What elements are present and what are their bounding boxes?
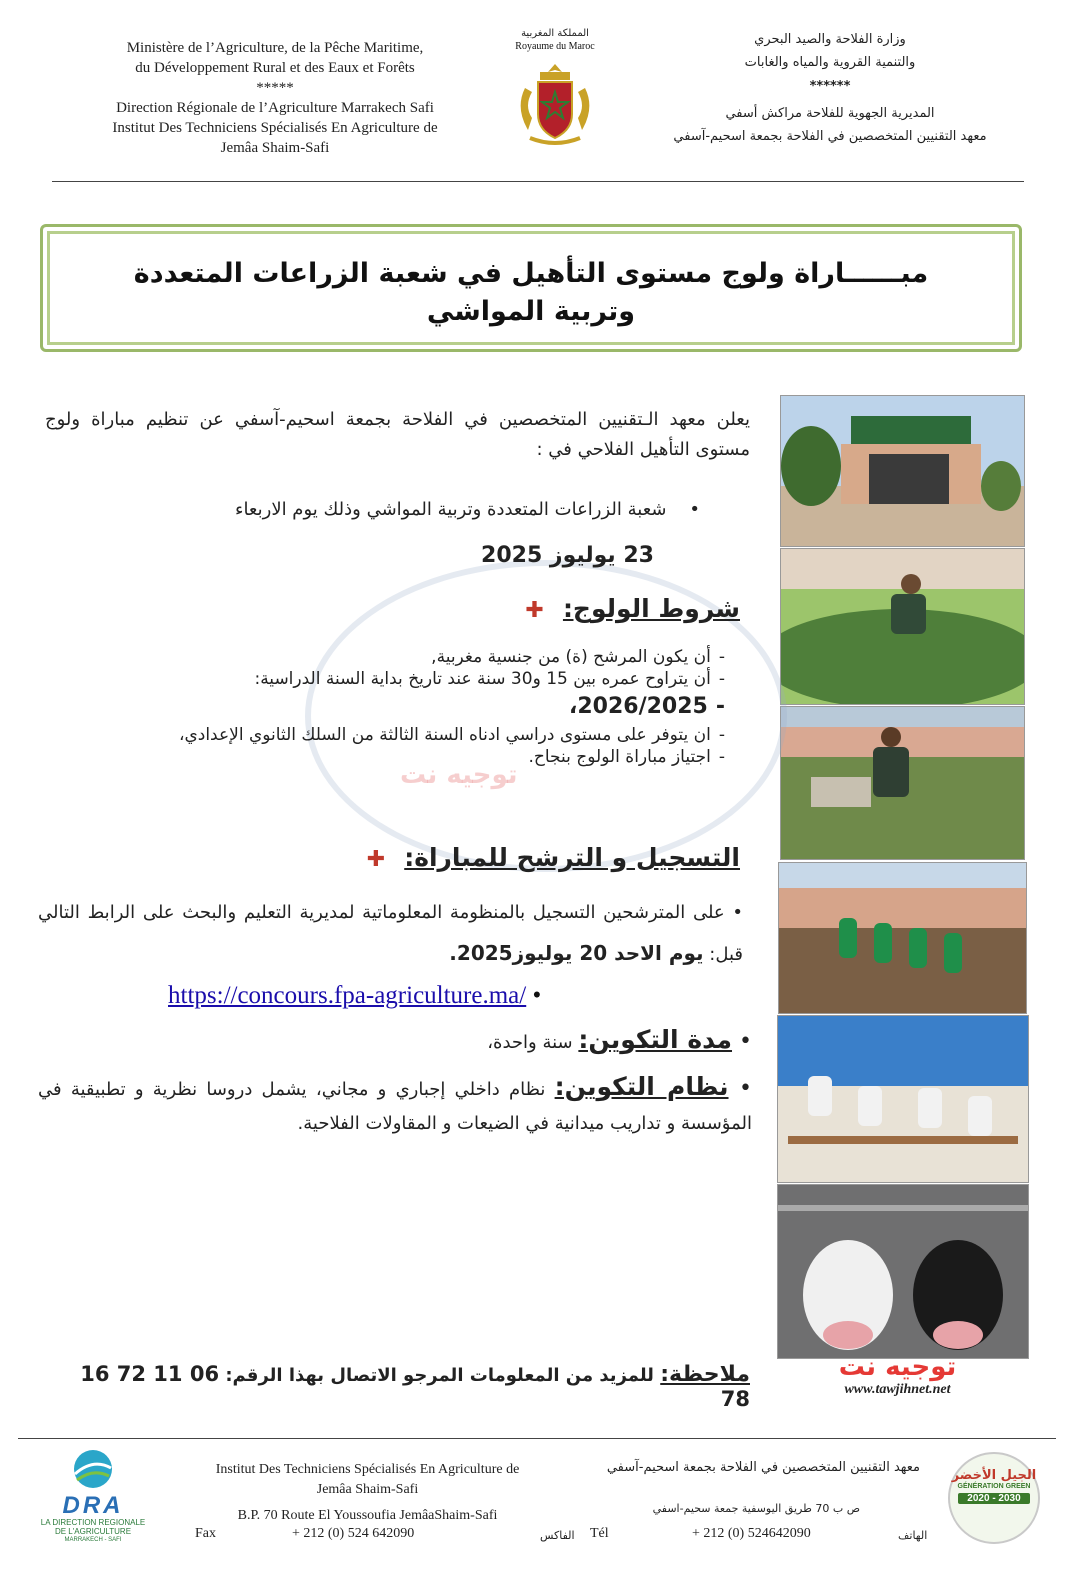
title-line2: وتربية المواشي: [426, 296, 636, 327]
footer-ar-line1: معهد التقنيين المتخصصين في الفلاحة بجمعة اسحيم-آسفي: [606, 1460, 920, 1475]
footer-fr-line3: B.P. 70 Route El Youssoufia JemâaShaim-Safi: [237, 1508, 498, 1523]
footer-ar-line2: ص ب 70 طريق اليوسفية جمعة سحيم-اسفي: [652, 1502, 860, 1515]
bullet-icon: •: [666, 499, 700, 520]
conditions-heading-row: [380, 594, 740, 623]
condition-item: -اجتياز مباراة الولوج بنجاح.: [528, 747, 725, 767]
bullet-icon: •: [724, 902, 743, 923]
header-fr-line1: Ministère de l’Agriculture, de la Pêche Maritime,: [126, 40, 424, 56]
footer-divider: [18, 1438, 1056, 1439]
note-row: [75, 1362, 750, 1411]
registration-heading: التسجيل و الترشح للمباراة:: [404, 843, 740, 872]
header-ar-stars: ******: [809, 79, 851, 94]
kingdom-ar: المملكة المغربية: [521, 28, 589, 39]
classroom-photo: [777, 1015, 1029, 1183]
registration-text: [38, 893, 743, 975]
registration-heading-row: [300, 843, 740, 872]
condition-text: 2026/2025،: [569, 694, 708, 719]
conditions-list: [45, 646, 725, 768]
tel-ar: الهاتف: [898, 1529, 928, 1542]
dra-sub3: MARRAKECH - SAFI: [64, 1537, 122, 1543]
duration-label: مدة التكوين:: [578, 1025, 733, 1054]
registration-link-row: [168, 982, 541, 1010]
dra-logo: [28, 1448, 158, 1544]
condition-item: -ان يتوفر على مستوى دراسي ادناه السنة الثالثة من السلك الثانوي الإعدادي،: [178, 725, 725, 745]
registration-deadline: يوم الاحد 20 يوليوز2025.: [449, 941, 704, 965]
system-label: نظام التكوين:: [554, 1072, 729, 1101]
header-ar-line3: المديرية الجهوية للفلاحة مراكش أسفي: [725, 106, 935, 121]
green-years: 2020 - 2030: [958, 1493, 1030, 1504]
bullet-icon: •: [526, 982, 542, 1009]
condition-text: ان يتوفر على مستوى دراسي ادناه السنة الثالثة من السلك الثانوي الإعدادي،: [178, 725, 711, 745]
condition-item: -2026/2025،: [569, 694, 725, 719]
plus-bullet-icon: ✚: [366, 847, 386, 872]
note-text: للمزيد من المعلومات المرجو الاتصال بهذا الرقم:: [225, 1365, 654, 1386]
kingdom-fr: Royaume du Maroc: [515, 41, 595, 52]
tawjihnet-brand: توجيه نت: [838, 1352, 957, 1382]
fax-value: + 212 (0) 524 642090: [292, 1526, 415, 1541]
system-row: [38, 1070, 752, 1141]
header-ar: [640, 26, 1020, 147]
contest-date: 23 يوليوز 2025: [481, 543, 654, 568]
header-center: [500, 28, 610, 152]
footer-fr-line1: Institut Des Techniciens Spécialisés En Agriculture de: [215, 1462, 520, 1477]
green-fr: GÉNÉRATION GREEN: [957, 1483, 1031, 1490]
condition-text: اجتياز مباراة الولوج بنجاح.: [528, 747, 711, 767]
bullet-icon: •: [728, 1076, 752, 1101]
tawjihnet-logo: [815, 1352, 980, 1398]
header-ar-line1: وزارة الفلاحة والصيد البحري: [754, 32, 906, 47]
green-ar: الجيل الأخضر: [951, 1468, 1037, 1483]
bullet-icon: •: [732, 1029, 752, 1054]
header-ar-line4: معهد التقنيين المتخصصين في الفلاحة بجمعة اسحيم-آسفي: [673, 129, 987, 144]
field-worker-photo-1: [780, 548, 1025, 705]
generation-green-logo: [948, 1452, 1040, 1544]
duration-row: [380, 1025, 752, 1054]
title-box: [40, 224, 1022, 352]
system-value: نظام داخلي إجباري و مجاني، يشمل دروسا نظرية و تطبيقية في المؤسسة و تداريب ميدانية في الضيعات و المقاولات الفلاحية.: [38, 1079, 752, 1134]
footer-fr-line2: Jemâa Shaim-Safi: [316, 1482, 419, 1497]
tawjihnet-url: www.tawjihnet.net: [844, 1382, 951, 1397]
intro-text: يعلن معهد الـتقنيين المتخصصين في الفلاحة بجمعة اسحيم-آسفي عن تنظيم مباراة ولوج مستوى التأهيل الفلاحي في :: [45, 409, 750, 460]
duration-value: سنة واحدة،: [487, 1032, 573, 1053]
dra-logo-text: DRA: [62, 1492, 124, 1519]
footer-fr: [175, 1460, 560, 1526]
condition-item: -أن يتراوح عمره بين 15 و30 سنة عند تاريخ بداية السنة الدراسية:: [254, 669, 725, 689]
dra-sub2: DE L'AGRICULTURE: [54, 1527, 132, 1536]
header-fr: [60, 38, 490, 158]
header-ar-line2: والتنمية القروية والمياه والغابات: [744, 55, 916, 70]
condition-text: أن يتراوح عمره بين 15 و30 سنة عند تاريخ بداية السنة الدراسية:: [254, 669, 711, 689]
note-label: ملاحظة:: [660, 1362, 750, 1387]
header-fr-line2: du Développement Rural et des Eaux et Forêts: [135, 60, 415, 76]
plus-bullet-icon: ✚: [525, 598, 544, 623]
tel-label: Tél: [590, 1526, 609, 1541]
field-worker-photo-2: [780, 706, 1025, 860]
students-field-photo: [778, 862, 1027, 1014]
fax-label: Fax: [195, 1526, 216, 1541]
title-line1: مبــــــاراة ولوج مستوى التأهيل في شعبة الزراعات المتعددة: [133, 258, 929, 289]
registration-link[interactable]: https://concours.fpa-agriculture.ma/: [168, 982, 527, 1009]
condition-text: أن يكون المرشح (ة) من جنسية مغربية,: [431, 647, 711, 667]
dra-sub1: LA DIRECTION REGIONALE: [40, 1518, 146, 1527]
intro-bullet: [100, 495, 700, 525]
header-fr-line4: Institut Des Techniciens Spécialisés En Agriculture de: [112, 120, 438, 136]
header-fr-line3: Direction Régionale de l’Agriculture Marrakech Safi: [116, 100, 434, 116]
tel-value: + 212 (0) 524642090: [692, 1526, 811, 1541]
condition-item: -أن يكون المرشح (ة) من جنسية مغربية,: [431, 647, 725, 667]
dra-globe-icon: [63, 1448, 123, 1490]
header-divider: [52, 181, 1024, 182]
conditions-heading: شروط الولوج:: [562, 594, 740, 623]
watermark-brand: توجيه نت: [400, 760, 518, 790]
fax-ar: الفاكس: [540, 1529, 575, 1542]
registration-body: على المترشحين التسجيل بالمنظومة المعلوماتية لمديرية التعليم والبحث على الرابط التالي قبل:: [38, 902, 743, 965]
header-fr-stars: *****: [256, 80, 294, 96]
header-fr-line5: Jemâa Shaim-Safi: [220, 140, 330, 156]
coat-of-arms-icon: [510, 58, 600, 148]
institute-gate-photo: [780, 395, 1025, 547]
cows-photo: [777, 1184, 1029, 1359]
intro-bullet-text: شعبة الزراعات المتعددة وتربية المواشي وذلك يوم الاربعاء: [234, 499, 667, 520]
note-phone: 06 11 72 16 78: [80, 1362, 750, 1411]
